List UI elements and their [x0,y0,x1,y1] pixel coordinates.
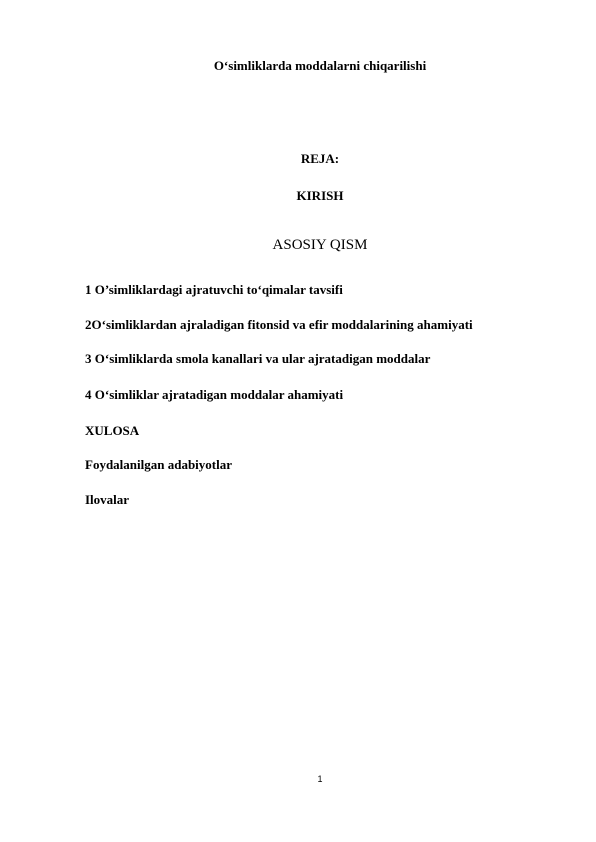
outline-item: 2O‘simliklardan ajraladigan fitonsid va efir moddalarining ahamiyati [85,317,473,332]
outline-item: 1 O’simliklardagi ajratuvchi to‘qimalar tavsifi [85,282,343,297]
main-part-heading: ASOSIY QISM [272,237,368,253]
outline-item: 3 O‘simliklarda smola kanallari va ular ajratadigan moddalar [85,351,431,366]
plan-heading: REJA: [300,151,340,166]
appendices-heading: Ilovalar [85,492,130,507]
outline-item: 4 O‘simliklar ajratadigan moddalar ahamiyati [85,387,344,402]
page-number: 1 [317,774,323,784]
references-heading: Foydalanilgan adabiyotlar [85,457,232,472]
conclusion-heading: XULOSA [85,423,140,438]
document-title: O‘simliklarda moddalarni chiqarilishi [213,58,427,73]
introduction-heading: KIRISH [296,188,344,203]
